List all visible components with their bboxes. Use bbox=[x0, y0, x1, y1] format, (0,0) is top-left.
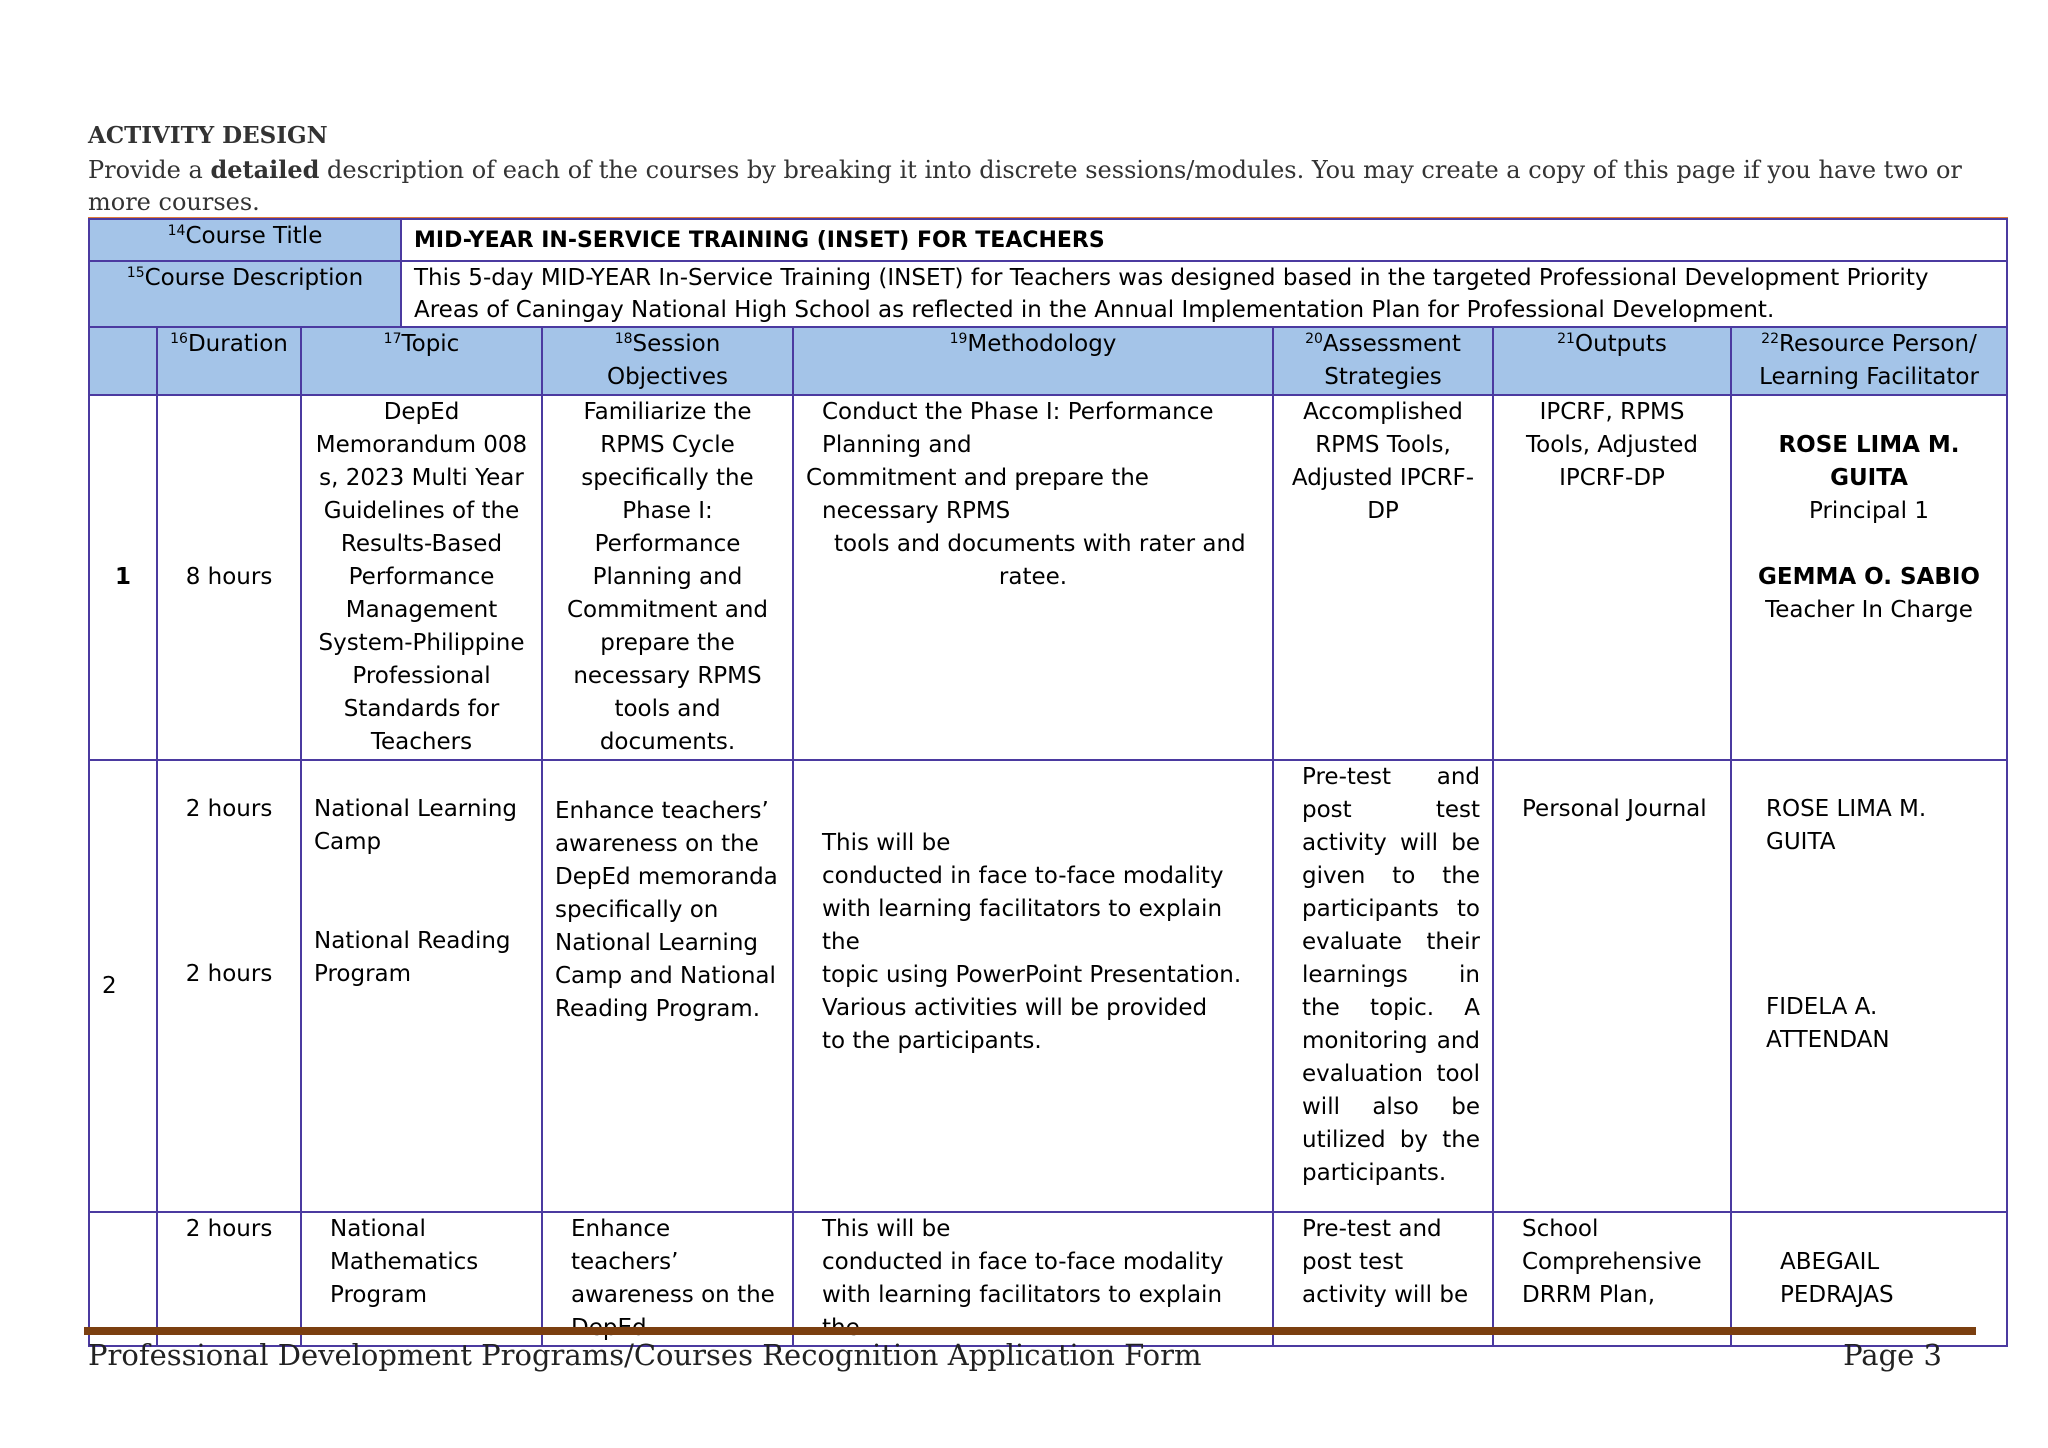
objectives-cell: Enhance teachers’ awareness on the bbox=[542, 1212, 793, 1346]
footer-title: Professional Development Programs/Courses Recognition Application Form bbox=[88, 1338, 1202, 1372]
course-description-label bbox=[89, 261, 401, 327]
header-label: Topic bbox=[401, 331, 460, 357]
methodology-line: necessary RPMS bbox=[822, 498, 1011, 524]
column-header-row bbox=[89, 327, 2007, 395]
resource-person-role: Principal 1 bbox=[1809, 498, 1929, 524]
outputs-cell: Personal Journal bbox=[1493, 760, 1731, 1212]
header-assessment-strategies bbox=[1273, 327, 1493, 395]
intro-text bbox=[88, 154, 1988, 218]
footnote-num: 17 bbox=[383, 331, 402, 347]
intro-pre: Provide a bbox=[88, 156, 211, 184]
row-number: 1 bbox=[89, 395, 157, 760]
methodology-line: tools and documents with rater and bbox=[834, 531, 1246, 557]
methodology-line: with learning facilitators to explain the bbox=[822, 896, 1223, 955]
course-title-label bbox=[89, 219, 401, 261]
course-title-value: MID-YEAR IN-SERVICE TRAINING (INSET) FOR TEACHERS bbox=[401, 219, 2007, 261]
topic-value: National Reading Program bbox=[314, 928, 511, 987]
row-number: 2 bbox=[89, 760, 157, 1212]
sessions-table bbox=[88, 326, 2008, 1347]
objectives-cell: Enhance teachers’ awareness on the DepEd memoranda specifically on National Learning Camp and National Reading Program. bbox=[542, 760, 793, 1212]
resource-person-name: ROSE LIMA M. GUITA bbox=[1778, 432, 1960, 491]
topic-cell bbox=[301, 760, 542, 1212]
table-row bbox=[89, 1212, 2007, 1346]
footnote-num: 18 bbox=[614, 331, 633, 347]
topic-value: National Learning Camp bbox=[314, 796, 518, 855]
page-number: Page 3 bbox=[1843, 1338, 1942, 1372]
table-row bbox=[89, 395, 2007, 760]
course-description-value: This 5-day MID-YEAR In-Service Training (INSET) for Teachers was designed based in the targeted Professional Development Priority Areas of Caningay National High School as reflected in the Annual Implementation Plan for Professional Development. bbox=[401, 261, 2007, 327]
methodology-line: This will be bbox=[822, 830, 951, 856]
footnote-num: 21 bbox=[1557, 331, 1575, 347]
row-number bbox=[89, 1212, 157, 1346]
header-methodology bbox=[793, 327, 1273, 395]
assessment-cell: Pre-test and post test activity will be given to the participants to evaluate their learnings in the topic. A monitoring and evaluation tool will also be utilized by the participants. bbox=[1273, 760, 1493, 1212]
resource-person-cell: ABEGAIL PEDRAJAS bbox=[1731, 1212, 2007, 1346]
methodology-line: topic using PowerPoint Presentation. bbox=[822, 962, 1242, 988]
header-session-objectives bbox=[542, 327, 793, 395]
assessment-cell: Accomplished RPMS Tools, Adjusted IPCRF-DP bbox=[1273, 395, 1493, 760]
methodology-cell bbox=[793, 395, 1273, 760]
footnote-num: 15 bbox=[126, 265, 145, 281]
methodology-line: to the participants. bbox=[822, 1028, 1042, 1054]
intro-post: description of each of the courses by breaking it into discrete sessions/modules. You may create a copy of this page if you have two or more courses. bbox=[88, 156, 1962, 216]
course-info-table bbox=[88, 218, 2008, 328]
header-outputs bbox=[1493, 327, 1731, 395]
assessment-cell: Pre-test and post test activity will be bbox=[1273, 1212, 1493, 1346]
methodology-cell bbox=[793, 760, 1273, 1212]
topic-cell: National Mathematics Program bbox=[301, 1212, 542, 1346]
duration-cell bbox=[157, 760, 301, 1212]
header-resource-person bbox=[1731, 327, 2007, 395]
resource-person-name: GEMMA O. SABIO bbox=[1758, 564, 1980, 590]
outputs-cell: IPCRF, RPMS Tools, Adjusted IPCRF-DP bbox=[1493, 395, 1731, 760]
resource-person-cell bbox=[1731, 760, 2007, 1212]
methodology-line: ratee. bbox=[998, 564, 1068, 590]
duration-cell: 2 hours bbox=[157, 1212, 301, 1346]
header-label: Resource Person/ Learning Facilitator bbox=[1759, 331, 1979, 390]
methodology-line: Various activities will be provided bbox=[822, 995, 1208, 1021]
methodology-line: conducted in face to-face modality bbox=[822, 863, 1224, 889]
header-label: Methodology bbox=[967, 331, 1117, 357]
footnote-num: 20 bbox=[1305, 331, 1323, 347]
objectives-cell: Familiarize the RPMS Cycle specifically the Phase I: Performance Planning and Commitment and prepare the necessary RPMS tools and documents. bbox=[542, 395, 793, 760]
course-title-row bbox=[89, 219, 2007, 261]
methodology-line: Planning and bbox=[822, 432, 972, 458]
resource-person-name: FIDELA A. ATTENDAN bbox=[1766, 994, 1890, 1053]
outputs-cell: School Comprehensive DRRM Plan, bbox=[1493, 1212, 1731, 1346]
footnote-num: 19 bbox=[949, 331, 968, 347]
footnote-num: 16 bbox=[170, 331, 188, 347]
footnote-num: 14 bbox=[167, 223, 186, 239]
header-blank bbox=[89, 327, 157, 395]
topic-cell: DepEd Memorandum 008 s, 2023 Multi Year Guidelines of the Results-Based Performance Management System-Philippine Professional Standards for Teachers bbox=[301, 395, 542, 760]
methodology-line: Conduct the Phase I: Performance bbox=[822, 399, 1214, 425]
methodology-cell bbox=[793, 1212, 1273, 1346]
footer-divider bbox=[84, 1327, 1976, 1335]
section-heading: ACTIVITY DESIGN bbox=[88, 122, 328, 149]
duration-value: 2 hours bbox=[185, 796, 273, 822]
header-label: Session Objectives bbox=[606, 331, 729, 390]
header-topic bbox=[301, 327, 542, 395]
resource-person-cell bbox=[1731, 395, 2007, 760]
duration-cell: 8 hours bbox=[157, 395, 301, 760]
methodology-line: This will be bbox=[822, 1216, 951, 1242]
header-label: Outputs bbox=[1574, 331, 1667, 357]
methodology-line: Commitment and prepare the bbox=[806, 465, 1149, 491]
intro-bold: detailed bbox=[210, 155, 320, 184]
table-row bbox=[89, 760, 2007, 1212]
label-text: Course Title bbox=[185, 223, 323, 249]
header-duration bbox=[157, 327, 301, 395]
methodology-line: conducted in face to-face modality bbox=[822, 1249, 1224, 1275]
methodology-line: with learning facilitators to explain bbox=[822, 1282, 1223, 1308]
course-description-row bbox=[89, 261, 2007, 327]
header-label: Duration bbox=[187, 331, 288, 357]
footnote-num: 22 bbox=[1761, 331, 1779, 347]
resource-person-name: ROSE LIMA M. GUITA bbox=[1766, 796, 1927, 855]
resource-person-role: Teacher In Charge bbox=[1765, 597, 1973, 623]
header-label: Assessment Strategies bbox=[1322, 331, 1461, 390]
label-text: Course Description bbox=[144, 265, 364, 291]
duration-value: 2 hours bbox=[185, 961, 273, 987]
